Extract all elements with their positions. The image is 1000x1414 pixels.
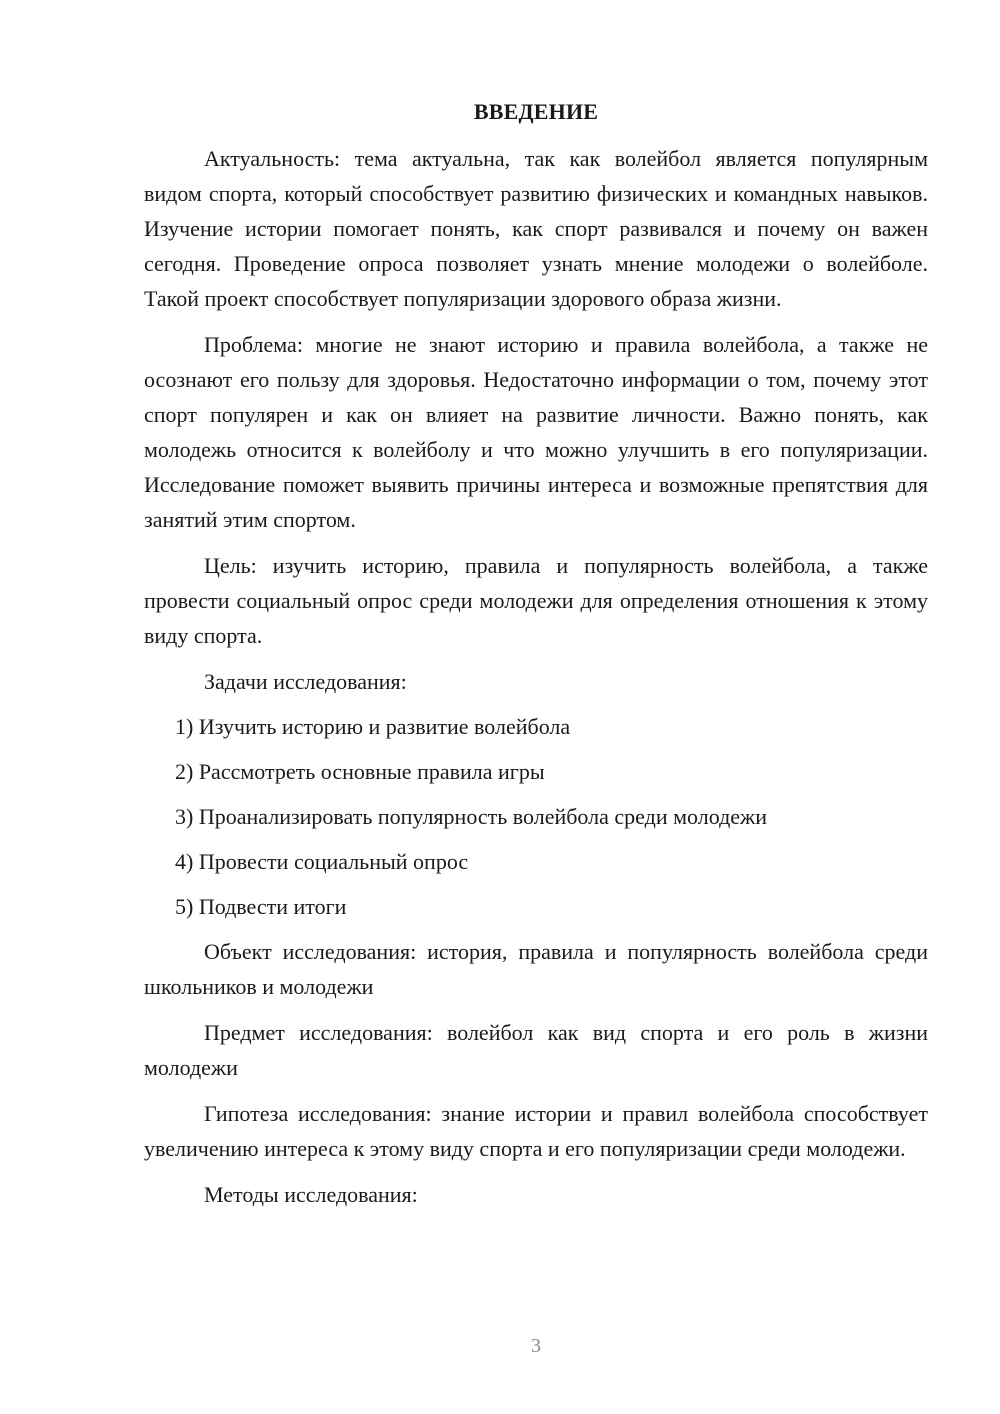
tasks-heading: Задачи исследования: — [204, 669, 407, 694]
task-item-5: 5) Подвести итоги — [175, 894, 347, 919]
task-item-1: 1) Изучить историю и развитие волейбола — [175, 714, 571, 739]
relevance-paragraph: Актуальность: тема актуальна, так как волейбол является популярным видом спорта, который способствует развитию физических и командных навыков. Изучение истории помогает понять, как спорт развивался и почему он важен сегодня. Проведение опроса позволяет узнать мнение молодежи о волейболе. Такой проект способствует популяризации здорового образа жизни. — [144, 146, 928, 311]
task-item-4: 4) Провести социальный опрос — [175, 849, 469, 874]
tasks-list — [144, 709, 928, 924]
task-item-2: 2) Рассмотреть основные правила игры — [175, 759, 545, 784]
goal-paragraph: Цель: изучить историю, правила и популярность волейбола, а также провести социальный опрос среди молодежи для определения отношения к этому виду спорта. — [144, 553, 928, 648]
methods-heading: Методы исследования: — [204, 1182, 418, 1207]
problem-paragraph: Проблема: многие не знают историю и правила волейбола, а также не осознают его пользу для здоровья. Недостаточно информации о том, почему этот спорт популярен и как он влияет на развитие личности. Важно понять, как молодежь относится к волейболу и что можно улучшить в его популяризации. Исследование поможет выявить причины интереса и возможные препятствия для занятий этим спортом. — [144, 332, 928, 532]
hypothesis-paragraph: Гипотеза исследования: знание истории и правил волейбола способствует увеличению интереса к этому виду спорта и его популяризации среди молодежи. — [144, 1101, 928, 1161]
page-content — [144, 94, 928, 1222]
object-paragraph: Объект исследования: история, правила и популярность волейбола среди школьников и молодежи — [144, 939, 928, 999]
subject-paragraph: Предмет исследования: волейбол как вид спорта и его роль в жизни молодежи — [144, 1020, 928, 1080]
task-item-3: 3) Проанализировать популярность волейбола среди молодежи — [175, 804, 768, 829]
page-number: 3 — [531, 1335, 541, 1357]
page-title: ВВЕДЕНИЕ — [473, 99, 599, 124]
